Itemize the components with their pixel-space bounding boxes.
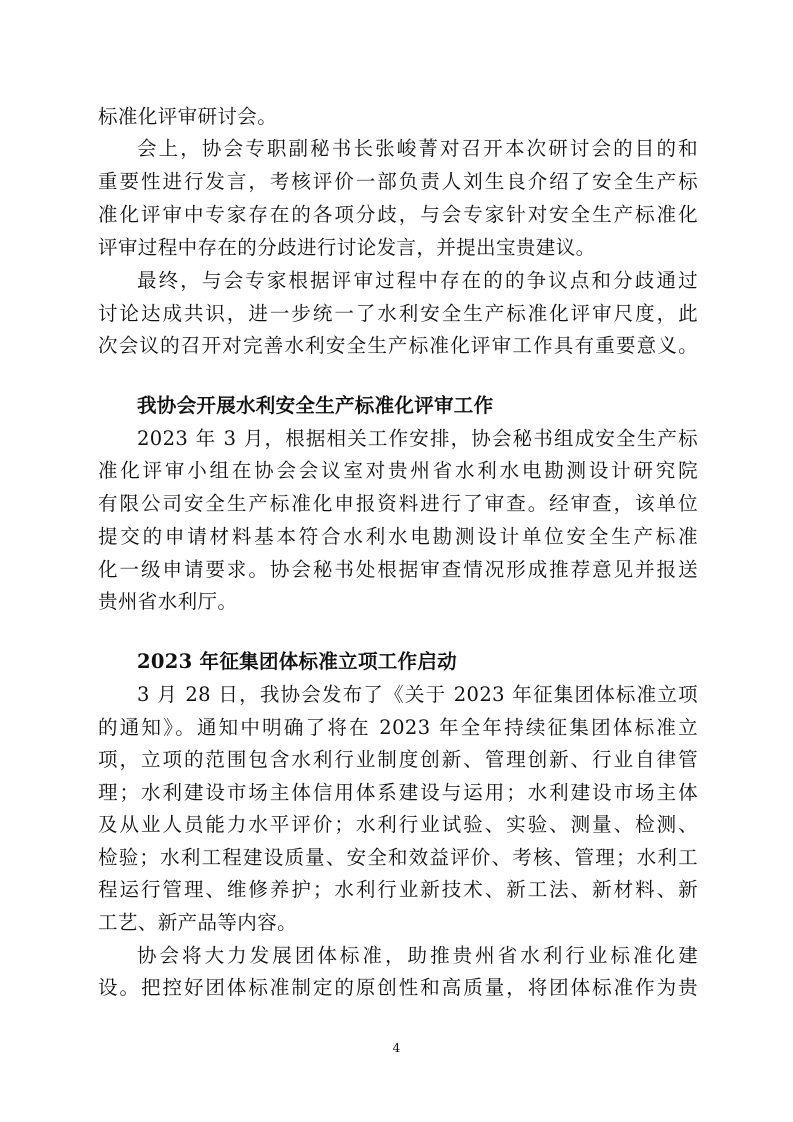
paragraph-line: 理；水利建设市场主体信用体系建设与运用；水利建设市场主体 [98,781,698,804]
paragraph-line: 工艺、新产品等内容。 [98,911,298,934]
paragraph-line: 程运行管理、维修养护；水利行业新技术、新工法、新材料、新 [98,878,698,901]
paragraph-line: 标准化评审研讨会。 [98,105,278,128]
section-heading: 2023 年征集团体标准立项工作启动 [137,650,457,673]
paragraph-line: 及从业人员能力水平评价；水利行业试验、实验、测量、检测、 [98,813,698,836]
paragraph-line: 讨论达成共识，进一步统一了水利安全生产标准化评审尺度，此 [98,302,698,325]
paragraph-line: 会上，协会专职副秘书长张峻菁对召开本次研讨会的目的和 [137,137,698,160]
paragraph-line: 有限公司安全生产标准化申报资料进行了审查。经审查，该单位 [98,492,698,515]
paragraph-line: 评审过程中存在的分歧进行讨论发言，并提出宝贵建议。 [98,236,596,259]
paragraph-line: 提交的申请材料基本符合水利水电勘测设计单位安全生产标准 [98,525,698,548]
paragraph-line: 准化评审中专家存在的各项分歧，与会专家针对安全生产标准化 [98,203,698,226]
paragraph-line: 准化评审小组在协会会议室对贵州省水利水电勘测设计研究院 [98,459,698,482]
paragraph-line: 3 月 28 日，我协会发布了《关于 2023 年征集团体标准立项 [137,683,698,706]
paragraph-line: 次会议的召开对完善水利安全生产标准化评审工作具有重要意义。 [98,334,698,357]
paragraph-line: 协会将大力发展团体标准，助推贵州省水利行业标准化建 [137,944,698,967]
paragraph-line: 贵州省水利厅。 [98,590,238,613]
paragraph-line: 检验；水利工程建设质量、安全和效益评价、考核、管理；水利工 [98,846,698,869]
paragraph-line: 2023 年 3 月，根据相关工作安排，协会秘书组成安全生产标 [137,427,698,450]
paragraph-line: 最终，与会专家根据评审过程中存在的的争议点和分歧通过 [137,269,698,292]
paragraph-line: 设。把控好团体标准制定的原创性和高质量，将团体标准作为贵 [98,976,698,999]
paragraph-line: 项，立项的范围包含水利行业制度创新、管理创新、行业自律管 [98,748,698,771]
section-heading: 我协会开展水利安全生产标准化评审工作 [137,394,494,417]
paragraph-line: 重要性进行发言，考核评价一部负责人刘生良介绍了安全生产标 [98,170,698,193]
paragraph-line: 的通知》。通知中明确了将在 2023 年全年持续征集团体标准立 [98,716,698,739]
paragraph-line: 化一级申请要求。协会秘书处根据审查情况形成推荐意见并报送 [98,558,698,581]
page-number: 4 [392,1041,401,1055]
